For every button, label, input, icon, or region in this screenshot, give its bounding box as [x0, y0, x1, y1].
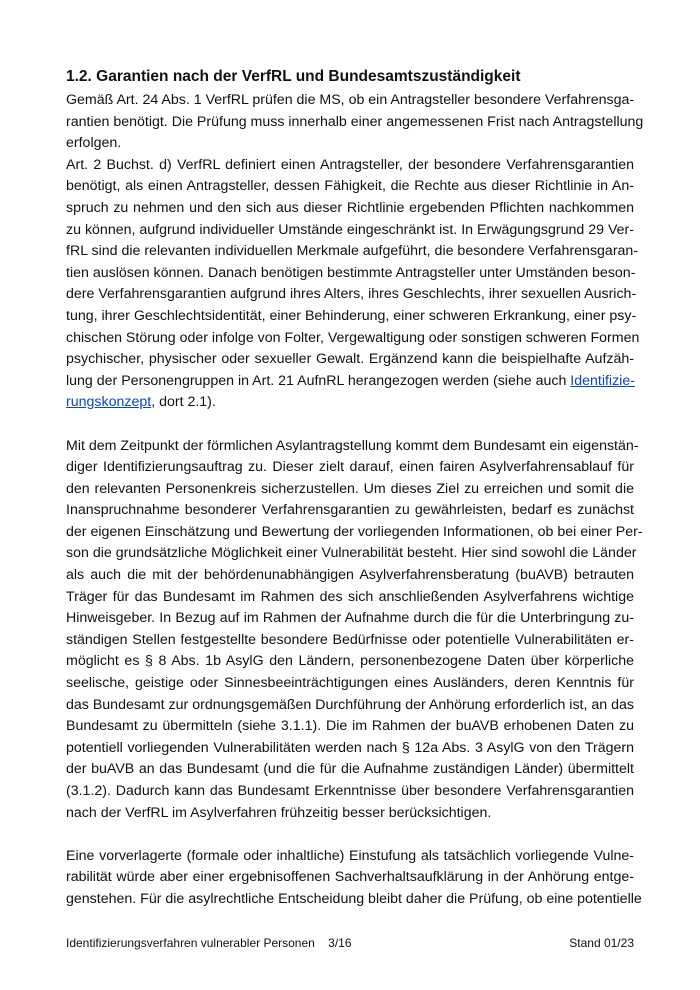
text-line: zu können, aufgrund individueller Umstände eingeschränkt ist. In Erwägungsgrund 29 Ver- [66, 221, 634, 238]
paragraph-spacer [66, 824, 634, 846]
text-fragment: lung der Personengruppen in Art. 21 AufnRL herangezogen werden (siehe auch [66, 372, 571, 389]
text-line: den relevanten Personenkreis sicherzustellen. Um dieses Ziel zu erreichen und somit die [66, 480, 634, 497]
page-footer [66, 936, 634, 950]
text-line: Mit dem Zeitpunkt der förmlichen Asylantragstellung kommt dem Bundesamt ein eigenstän- [66, 437, 639, 454]
text-line: (3.1.2). Dadurch kann das Bundesamt Erkenntnisse über besondere Verfahrensgarantien [66, 783, 634, 799]
paragraph-3 [66, 436, 643, 825]
text-line: Hinweisgeber. In Bezug auf im Rahmen der Aufnahme durch die für die Unterbringung zu- [66, 610, 634, 627]
text-line: benötigt, als einen Antragsteller, dessen Fähigkeit, die Rechte aus dieser Richtlinie in An- [66, 178, 634, 195]
document-page [66, 67, 644, 911]
text-line: genstehen. Für die asylrechtliche Entscheidung bleibt daher die Prüfung, ob eine potentielle [66, 890, 642, 907]
text-line: nach der VerfRL im Asylverfahren frühzeitig besser berücksichtigen. [66, 804, 492, 821]
text-line [66, 392, 634, 414]
text-line: möglicht es § 8 Abs. 1b AsylG den Ländern, personenbezogene Daten über körperliche [66, 653, 634, 670]
text-line: Bundesamt zu übermitteln (siehe 3.1.1). Die im Rahmen der buAVB erhobenen Daten zu [66, 718, 634, 735]
text-line: Gemäß Art. 24 Abs. 1 VerfRL prüfen die MS, ob ein Antragsteller besondere Verfahrensga- [66, 92, 635, 108]
paragraph-4 [66, 846, 642, 911]
paragraph-1 [66, 90, 644, 155]
text-line: potentiell vorliegenden Vulnerabilitäten werden nach § 12a Abs. 3 AsylG von den Trägern [66, 739, 634, 756]
text-line: tien auslösen können. Danach benötigen bestimmte Antragsteller unter Umständen beson- [66, 264, 636, 281]
text-line: son die grundsätzliche Möglichkeit einer Vulnerabilität besteht. Hier sind sowohl die Länder [66, 545, 637, 562]
text-line: das Bundesamt zur ordnungsgemäßen Durchführung der Anhörung erforderlich ist, an das [66, 696, 634, 713]
footer-stand: Stand 01/23 [569, 936, 634, 950]
text-line: rantien benötigt. Die Prüfung muss innerhalb einer angemessenen Frist nach Antragstellung [66, 113, 644, 130]
text-fragment: , dort 2.1). [151, 394, 216, 411]
footer-document-title: Identifizierungsverfahren vulnerabler Personen [66, 936, 315, 950]
text-line: Art. 2 Buchst. d) VerfRL definiert einen Antragsteller, der besondere Verfahrensgarantien [66, 156, 634, 173]
paragraph-2 [66, 155, 640, 414]
text-line: Inanspruchnahme besonderer Verfahrensgarantien zu gewährleisten, bedarf es zunächst [66, 502, 634, 519]
text-line: erfolgen. [66, 135, 122, 152]
text-line: spruch zu nehmen und den sich aus dieser Richtlinie ergebenden Pflichten nachkommen [66, 199, 634, 216]
text-line: dere Verfahrensgarantien aufgrund ihres Alters, ihres Geschlechts, ihrer sexuellen Ausrich- [66, 286, 637, 303]
text-line: chischen Störung oder infolge von Folter, Vergewaltigung oder sonstigen schweren Formen [66, 329, 640, 346]
text-line: rabilität würde aber einer ergebnisoffenen Sachverhaltsaufklärung in der Anhörung entge- [66, 869, 634, 886]
text-line: seelische, geistige oder Sinnesbeeinträchtigungen eines Ausländers, deren Kenntnis für [66, 675, 634, 692]
section-heading: 1.2. Garantien nach der VerfRL und Bundesamtszuständigkeit [66, 68, 521, 85]
text-line: psychischer, physischer oder sexueller Gewalt. Ergänzend kann die beispielhafte Aufzäh- [66, 351, 634, 368]
identifizierungskonzept-link[interactable]: Identifizie- [570, 372, 635, 389]
text-line: Eine vorverlagerte (formale oder inhaltliche) Einstufung als tatsächlich vorliegende Vulne- [66, 847, 634, 864]
text-line: tung, ihrer Geschlechtsidentität, einer Behinderung, einer schweren Erkrankung, einer psy- [66, 307, 637, 324]
text-line: als auch die mit der behördenunabhängigen Asylverfahrensberatung (buAVB) betrauten [66, 567, 634, 584]
identifizierungskonzept-link-continued[interactable]: rungskonzept [66, 394, 152, 411]
text-line: fRL sind die relevanten individuellen Merkmale aufgeführt, die besondere Verfahrensgaran- [66, 243, 639, 260]
text-line: Träger für das Bundesamt im Rahmen des sich anschließenden Asylverfahrens wichtige [66, 588, 634, 605]
text-line: diger Identifizierungsauftrag zu. Dieser zielt darauf, einen fairen Asylverfahrensablauf für [66, 459, 634, 476]
paragraph-spacer [66, 414, 634, 436]
text-line [66, 371, 634, 393]
footer-left [66, 936, 352, 950]
text-line: der eigenen Einschätzung und Bewertung der vorliegenden Informationen, ob bei einer Per- [66, 523, 643, 540]
text-line: der buAVB an das Bundesamt (und die für die Aufnahme zuständigen Länder) übermittelt [66, 761, 634, 778]
text-line: ständigen Stellen festgestellte besondere Bedürfnisse oder potentielle Vulnerabilitäten er- [66, 631, 634, 648]
footer-page-number: 3/16 [328, 936, 352, 950]
